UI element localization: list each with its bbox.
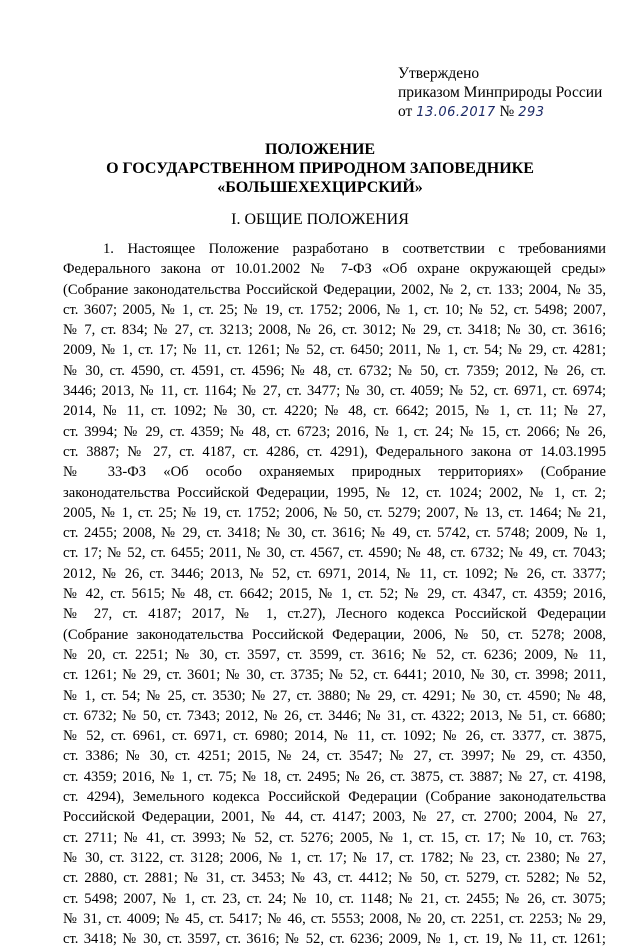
body-line: ст. 3386; № 30, ст. 4251; 2015, № 24, ст. 3547; № 27, ст. 3997; № 29, ст. 4350, (63, 748, 606, 765)
body-line: ст. 6732; № 50, ст. 7343; 2012, № 26, ст. 3446; № 31, ст. 4322; 2013, № 51, ст. 6680; (63, 707, 606, 724)
body-line: ст. 5498; 2007, № 1, ст. 23, ст. 24; № 10, ст. 1148; № 21, ст. 2455; № 26, ст. 3075; (63, 890, 606, 907)
body-line: (Собрание законодательства Российской Федерации, 2006, № 50, ст. 5278; 2008, (63, 626, 606, 643)
title-line-1: ПОЛОЖЕНИЕ (264, 141, 376, 158)
approval-block (398, 64, 618, 122)
body-line: № 20, ст. 2251; № 30, ст. 3597, ст. 3599, ст. 3616; № 52, ст. 6236; 2009, № 11, (63, 646, 606, 663)
body-line: № 27, ст. 4187; 2017, № 1, ст.27), Лесного кодекса Российской Федерации (63, 606, 606, 623)
handwritten-date: 13.06.2017 (416, 105, 496, 120)
body-line: № 1, ст. 54; № 25, ст. 3530; № 27, ст. 3880; № 29, ст. 4291; № 30, ст. 4590; № 48, (63, 687, 606, 704)
body-line: № 7, ст. 834; № 27, ст. 3213; 2008, № 26, ст. 3012; № 29, ст. 3418; № 30, ст. 3616; (63, 322, 606, 339)
body-line: № 33-ФЗ «Об особо охраняемых природных территориях» (Собрание (63, 464, 606, 481)
approval-order-label: приказом Минприроды России (398, 84, 603, 101)
body-line: 3446; 2013, № 11, ст. 1164; № 27, ст. 3477; № 30, ст. 4059; № 52, ст. 6971, ст. 6974; (63, 383, 606, 400)
number-label: № (499, 103, 515, 120)
body-line: ст. 3887; № 27, ст. 4187, ст. 4286, ст. 4291), Федерального закона от 14.03.1995 (63, 443, 606, 460)
title-line-3: «БОЛЬШЕХЕХЦИРСКИЙ» (217, 179, 423, 196)
body-line: № 31, ст. 4009; № 45, ст. 5417; № 46, ст. 5553; 2008, № 20, ст. 2251, ст. 2253; № 29, (63, 910, 606, 927)
body-line: ст. 1261; № 29, ст. 3601; № 30, ст. 3735; № 52, ст. 6441; 2010, № 30, ст. 3998; 2011, (63, 667, 606, 684)
section-heading: I. ОБЩИЕ ПОЛОЖЕНИЯ (231, 211, 409, 228)
body-text (63, 239, 606, 949)
body-line: ст. 2880, ст. 2881; № 31, ст. 3453; № 43, ст. 4412; № 50, ст. 5279, ст. 5282; № 52, (63, 870, 606, 887)
body-line: 2012, № 26, ст. 3446; 2013, № 52, ст. 6971, 2014, № 11, ст. 1092; № 26, ст. 3377; (63, 565, 606, 582)
body-line: № 30, ст. 4590, ст. 4591, ст. 4596; № 48, ст. 6732; № 50, ст. 7359; 2012, № 26, ст. (63, 362, 606, 379)
from-label: от (398, 103, 413, 120)
handwritten-number: 293 (518, 105, 545, 120)
body-line: ст. 3607; 2005, № 1, ст. 25; № 19, ст. 1752; 2006, № 1, ст. 10; № 52, ст. 5498; 2007, (63, 301, 606, 318)
body-line: № 42, ст. 5615; № 48, ст. 6642; 2015, № 1, ст. 52; № 29, ст. 4347, ст. 4359; 2016, (63, 586, 606, 603)
body-line: 1. Настоящее Положение разработано в соответствии с требованиями (103, 241, 606, 257)
approval-date-row (398, 102, 618, 122)
body-line: 2005, № 1, ст. 25; № 19, ст. 1752; 2006, № 50, ст. 5279; 2007, № 13, ст. 1464; № 21, (63, 504, 606, 521)
title-line-2: О ГОСУДАРСТВЕННОМ ПРИРОДНОМ ЗАПОВЕДНИКЕ (106, 160, 534, 177)
body-line: ст. 2455; 2008, № 29, ст. 3418; № 30, ст. 3616; № 49, ст. 5742, ст. 5748; 2009, № 1, (63, 525, 606, 542)
body-line: ст. 3994; № 29, ст. 4359; № 48, ст. 6723; 2016, № 1, ст. 24; № 15, ст. 2066; № 26, (63, 423, 606, 440)
body-line: Российской Федерации, 2001, № 44, ст. 4147; 2003, № 27, ст. 2700; 2004, № 27, (63, 809, 606, 826)
document-title (40, 140, 600, 197)
approval-label: Утверждено (398, 65, 480, 82)
body-line: ст. 2711; № 41, ст. 3993; № 52, ст. 5276; 2005, № 1, ст. 15, ст. 17; № 10, ст. 763; (63, 829, 606, 846)
body-line: 2014, № 11, ст. 1092; № 30, ст. 4220; № 48, ст. 6642; 2015, № 1, ст. 11; № 27, (63, 403, 606, 420)
body-line: законодательства Российской Федерации, 1995, № 12, ст. 1024; 2002, № 1, ст. 2; (63, 484, 606, 501)
body-line: ст. 4359; 2016, № 1, ст. 75; № 18, ст. 2495; № 26, ст. 3875, ст. 3887; № 27, ст. 4198, (63, 768, 606, 785)
body-line: № 30, ст. 3122, ст. 3128; 2006, № 1, ст. 17; № 17, ст. 1782; № 23, ст. 2380; № 27, (63, 849, 606, 866)
body-line: № 52, ст. 6961, ст. 6971, ст. 6980; 2014, № 11, ст. 1092; № 26, ст. 3377, ст. 3875, (63, 728, 606, 745)
body-line: (Собрание законодательства Российской Федерации, 2002, № 2, ст. 133; 2004, № 35, (63, 281, 606, 298)
body-line: ст. 4294), Земельного кодекса Российской Федерации (Собрание законодательства (63, 789, 606, 806)
body-line: ст. 17; № 52, ст. 6455; 2011, № 30, ст. 4567, ст. 4590; № 48, ст. 6732; № 49, ст. 7043; (63, 545, 606, 562)
body-line: Федерального закона от 10.01.2002 № 7-ФЗ «Об охране окружающей среды» (63, 261, 606, 278)
body-line: 2009, № 1, ст. 17; № 11, ст. 1261; № 52, ст. 6450; 2011, № 1, ст. 54; № 29, ст. 4281; (63, 342, 606, 359)
body-line: ст. 3418; № 30, ст. 3597, ст. 3616; № 52, ст. 6236; 2009, № 1, ст. 19, № 11, ст. 1261; (63, 931, 606, 948)
